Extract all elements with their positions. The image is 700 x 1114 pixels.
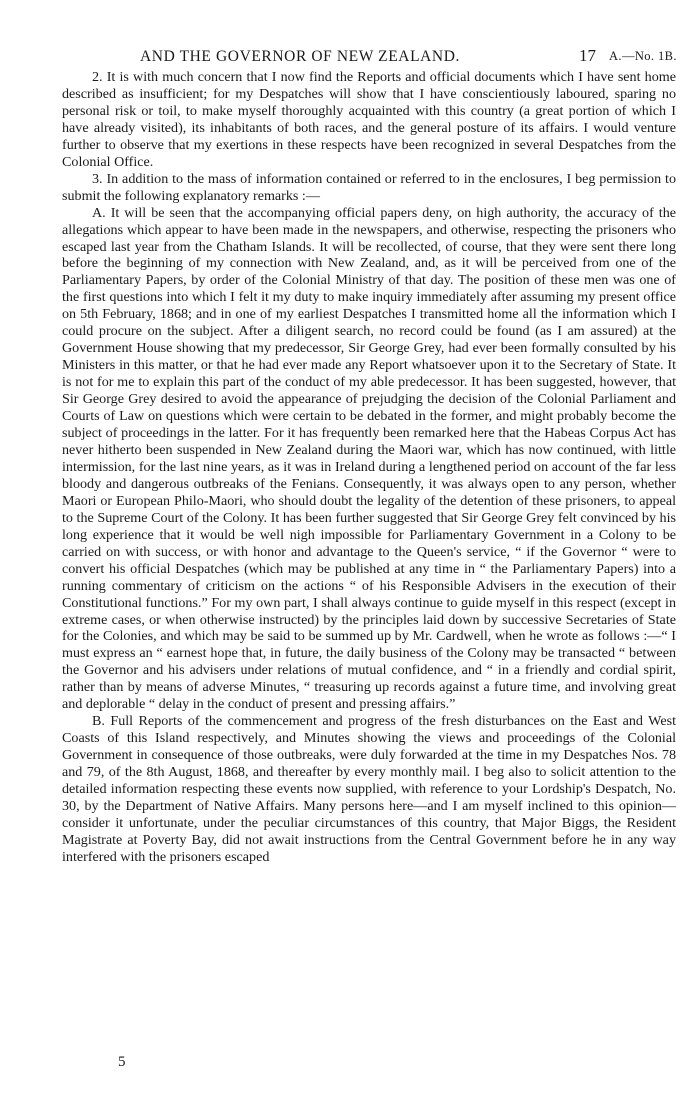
page-number: 17 xyxy=(579,46,596,65)
paragraph-2: 2. It is with much concern that I now find the Reports and official documents which I have sent home described as insufficient; for my Despatches will show that I have conscientiously laboured, sparing no personal risk or toil, to make myself thoroughly acquainted with this country (a great portion of which I have already visited), its inhabitants of both races, and the general posture of its affairs. I would venture further to observe that my exertions in these respects have been recognized in several Despatches from the Colonial Office. xyxy=(62,69,676,170)
paragraph-3: 3. In addition to the mass of information contained or referred to in the enclosures, I beg permission to submit the following explanatory remarks :— xyxy=(62,170,676,204)
paper-reference: A.—No. 1B. xyxy=(609,49,677,63)
paragraph-a: A. It will be seen that the accompanying official papers deny, on high authority, the accuracy of the allegations which appear to have been made in the newspapers, and otherwise, respecting the prisoners who escaped last year from the Chatham Islands. It will be recollected, of course, that they were sent there long before the beginning of my connection with New Zealand, and, as it will be perceived from one of the Parliamentary Papers, by order of the Colonial Ministry of that day. The position of these men was one of the first questions into which I felt it my duty to make inquiry immediately after assuming my present office on 5th February, 1868; and in one of my earliest Despatches I transmitted home all the information which I could procure on the subject. After a diligent search, no record could be found (as I am assured) at the Government House showing that my predecessor, Sir George Grey, had ever been formally consulted by his Ministers in this matter, or that he had ever made any Report whatsoever upon it to the Secretary of State. It is not for me to explain this part of the conduct of my able predecessor. It has been suggested, however, that Sir George Grey desired to avoid the appearance of prejudging the decision of the Colonial Parliament and Courts of Law on questions which were certain to be debated in the former, and might probably become the subject of proceedings in the latter. For it has frequently been remarked here that the Habeas Corpus Act has never hitherto been suspended in New Zealand during the Maori war, which has now continued, with little intermission, for the last nine years, as it was in Ireland during a lengthened period on account of the far less bloody and dangerous outbreaks of the Fenians. Consequently, it was always open to any person, whether Maori or European Philo-Maori, who should doubt the legality of the detention of these prisoners, to appeal to the Supreme Court of the Colony. It has been further suggested that Sir George Grey felt convinced by his long experience that it would be well nigh impossible for Parliamentary Government in a Colony to be carried on with success, or with honor and advantage to the Queen's service, “ if the Governor “ were to convert his official Despatches (which may be published at any time in “ the Parliamentary Papers) into a running commentary of criticism on the actions “ of his Responsible Advisers in the execution of their Constitutional functions.” For my own part, I shall always continue to guide myself in this respect (except in extreme cases, or when otherwise instructed) by the principles laid down by successive Secretaries of State for the Colonies, and which may be said to be summed up by Mr. Cardwell, when he wrote as follows :—“ I must express an “ earnest hope that, in future, the daily business of the Colony may be transacted “ between the Governor and his advisers under relations of mutual confidence, and “ in a friendly and cordial spirit, rather than by means of adverse Minutes, “ treasuring up records against a future time, and involving great and deplorable “ delay in the conduct of present and pressing affairs.” xyxy=(62,204,676,713)
paragraph-b: B. Full Reports of the commencement and progress of the fresh disturbances on the East and West Coasts of this Island respectively, and Minutes showing the views and proceedings of the Colonial Government in consequence of those outbreaks, were duly forwarded at the time in my Despatches Nos. 78 and 79, of the 8th August, 1868, and thereafter by every monthly mail. I beg also to solicit attention to the detailed information respecting these events now supplied, with reference to your Lordship's Despatch, No. 30, by the Department of Native Affairs. Many persons here—and I am myself inclined to this opinion—consider it unfortunate, under the peculiar circumstances of this country, that Major Biggs, the Resident Magistrate at Poverty Bay, did not await instructions from the Central Government before he in any way interfered with the prisoners escaped xyxy=(62,713,676,865)
signature-mark: 5 xyxy=(118,1054,126,1070)
body-text xyxy=(62,69,676,866)
running-head: AND THE GOVERNOR OF NEW ZEALAND. xyxy=(140,48,460,65)
